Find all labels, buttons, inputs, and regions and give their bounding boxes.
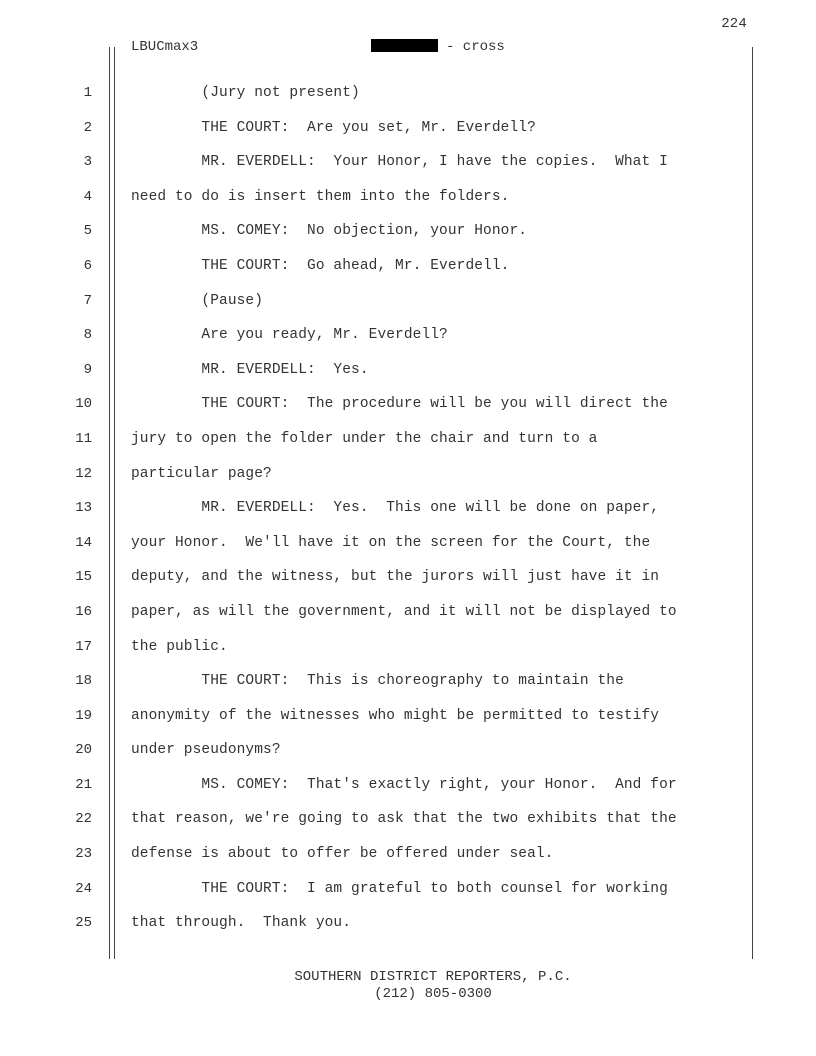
line-text: MS. COMEY: No objection, your Honor. [131, 223, 528, 240]
line-text: paper, as will the government, and it will not be displayed to [131, 603, 677, 620]
footer [25, 969, 816, 1003]
line-number: 17 [75, 638, 92, 655]
transcript-line [0, 846, 816, 881]
transcript-line [0, 85, 816, 120]
line-number: 1 [83, 85, 92, 101]
transcript-line [0, 327, 816, 362]
line-text: THE COURT: Are you set, Mr. Everdell? [131, 119, 536, 136]
line-number: 21 [75, 776, 92, 793]
line-number: 14 [75, 534, 92, 551]
line-text: the public. [131, 638, 228, 655]
line-text: MR. EVERDELL: Your Honor, I have the copies. What I [131, 154, 668, 171]
transcript-line [0, 362, 816, 397]
line-text: particular page? [131, 465, 272, 482]
line-number: 3 [83, 154, 92, 171]
transcript-line [0, 120, 816, 155]
reporter-name: SOUTHERN DISTRICT REPORTERS, P.C. [294, 969, 572, 985]
line-number: 2 [83, 119, 92, 136]
transcript-line [0, 708, 816, 743]
line-number: 16 [75, 603, 92, 620]
line-text: that reason, we're going to ask that the two exhibits that the [131, 811, 677, 828]
line-text: anonymity of the witnesses who might be permitted to testify [131, 707, 660, 724]
transcript-line [0, 639, 816, 674]
transcript-line [0, 569, 816, 604]
page-number: 224 [721, 16, 747, 32]
line-text: Are you ready, Mr. Everdell? [131, 327, 448, 344]
line-number: 18 [75, 673, 92, 690]
line-number: 15 [75, 569, 92, 586]
examination-label: - cross [446, 39, 505, 55]
line-number: 20 [75, 742, 92, 759]
line-number: 6 [83, 257, 92, 274]
line-number: 12 [75, 465, 92, 482]
line-text: defense is about to offer be offered under seal. [131, 846, 554, 863]
line-text: MR. EVERDELL: Yes. [131, 361, 369, 378]
line-text: THE COURT: I am grateful to both counsel for working [131, 880, 668, 897]
transcript-line [0, 500, 816, 535]
line-text: jury to open the folder under the chair and turn to a [131, 430, 598, 447]
transcript-line [0, 293, 816, 328]
line-number: 23 [75, 846, 92, 863]
transcript-line [0, 673, 816, 708]
transcript-line [0, 396, 816, 431]
line-number: 24 [75, 880, 92, 897]
transcript-line [0, 604, 816, 639]
line-number: 25 [75, 915, 92, 932]
transcript-line [0, 189, 816, 224]
line-text: MR. EVERDELL: Yes. This one will be done on paper, [131, 500, 660, 517]
line-number: 22 [75, 811, 92, 828]
transcript-line [0, 258, 816, 293]
line-number: 13 [75, 500, 92, 517]
line-text: THE COURT: The procedure will be you will direct the [131, 396, 668, 413]
transcript-body [0, 85, 816, 950]
transcript-line [0, 223, 816, 258]
line-number: 7 [83, 292, 92, 309]
redaction-block [371, 39, 438, 52]
line-number: 11 [75, 430, 92, 447]
transcript-id: LBUCmax3 [131, 39, 199, 55]
transcript-line [0, 881, 816, 916]
transcript-line [0, 811, 816, 846]
line-text: that through. Thank you. [131, 915, 352, 932]
transcript-line [0, 777, 816, 812]
line-text: THE COURT: Go ahead, Mr. Everdell. [131, 257, 510, 274]
transcript-line [0, 466, 816, 501]
line-number: 9 [83, 361, 92, 378]
line-text: THE COURT: This is choreography to maintain the [131, 673, 624, 690]
line-text: (Jury not present) [131, 85, 360, 101]
line-text: your Honor. We'll have it on the screen for the Court, the [131, 534, 651, 551]
line-number: 8 [83, 327, 92, 344]
transcript-line [0, 915, 816, 950]
witness-header [371, 39, 505, 55]
line-text: deputy, and the witness, but the jurors will just have it in [131, 569, 660, 586]
line-text: under pseudonyms? [131, 742, 281, 759]
line-text: MS. COMEY: That's exactly right, your Honor. And for [131, 776, 677, 793]
line-number: 4 [83, 188, 92, 205]
transcript-line [0, 742, 816, 777]
line-number: 19 [75, 707, 92, 724]
line-number: 10 [75, 396, 92, 413]
transcript-line [0, 535, 816, 570]
reporter-phone: (212) 805-0300 [374, 986, 492, 1002]
line-text: need to do is insert them into the folders. [131, 188, 510, 205]
line-text: (Pause) [131, 292, 264, 309]
transcript-line [0, 154, 816, 189]
transcript-line [0, 431, 816, 466]
line-number: 5 [83, 223, 92, 240]
